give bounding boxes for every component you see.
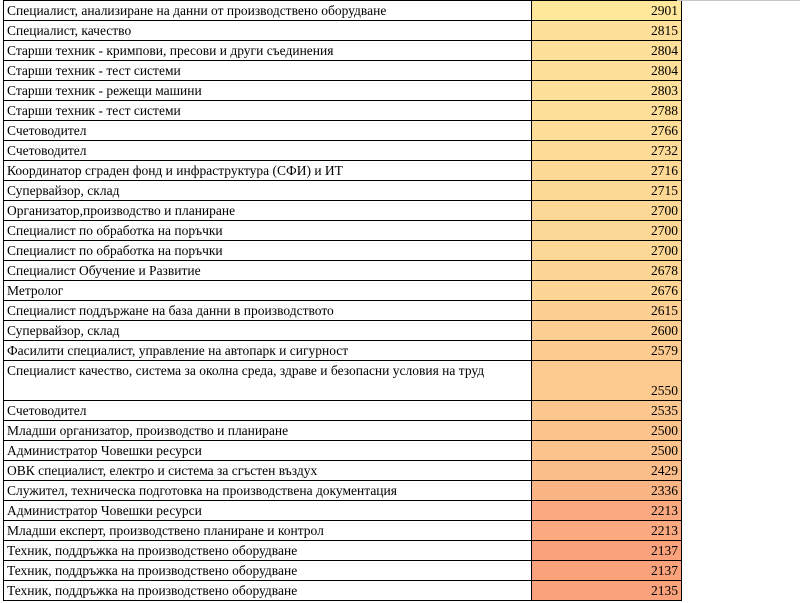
- salary-value-cell[interactable]: 2803: [532, 81, 682, 101]
- salary-value-cell[interactable]: 2535: [532, 401, 682, 421]
- table-row: [4, 141, 682, 161]
- salary-value-cell[interactable]: 2550: [532, 361, 682, 401]
- salary-value-cell[interactable]: 2336: [532, 481, 682, 501]
- table-row: [4, 161, 682, 181]
- position-name-cell[interactable]: Старши техник - тест системи: [4, 101, 532, 121]
- position-name-cell[interactable]: Счетоводител: [4, 141, 532, 161]
- position-name-cell[interactable]: Счетоводител: [4, 121, 532, 141]
- table-row: [4, 241, 682, 261]
- table-row: [4, 41, 682, 61]
- position-name-cell[interactable]: Старши техник - режещи машини: [4, 81, 532, 101]
- table-row: [4, 501, 682, 521]
- salary-value-cell[interactable]: 2135: [532, 581, 682, 601]
- position-name-cell[interactable]: Администратор Човешки ресурси: [4, 501, 532, 521]
- salary-value-cell[interactable]: 2732: [532, 141, 682, 161]
- table-row: [4, 461, 682, 481]
- position-name-cell[interactable]: Специалист по обработка на поръчки: [4, 221, 532, 241]
- table-row: [4, 121, 682, 141]
- salary-value-cell[interactable]: 2700: [532, 241, 682, 261]
- table-row: [4, 21, 682, 41]
- position-name-cell[interactable]: Специалист по обработка на поръчки: [4, 241, 532, 261]
- position-name-cell[interactable]: Фасилити специалист, управление на автопарк и сигурност: [4, 341, 532, 361]
- salary-value-cell[interactable]: 2700: [532, 201, 682, 221]
- table-row: [4, 441, 682, 461]
- salary-value-cell[interactable]: 2615: [532, 301, 682, 321]
- salary-value-cell[interactable]: 2716: [532, 161, 682, 181]
- position-name-cell[interactable]: Младши организатор, производство и планиране: [4, 421, 532, 441]
- position-name-cell[interactable]: Специалист поддържане на база данни в производството: [4, 301, 532, 321]
- salary-value-cell[interactable]: 2676: [532, 281, 682, 301]
- position-name-cell[interactable]: Супервайзор, склад: [4, 321, 532, 341]
- table-row: [4, 421, 682, 441]
- table-row: [4, 561, 682, 581]
- table-row: [4, 261, 682, 281]
- salary-value-cell[interactable]: 2500: [532, 421, 682, 441]
- salary-value-cell[interactable]: 2804: [532, 41, 682, 61]
- table-row: [4, 481, 682, 501]
- position-name-cell[interactable]: Младши експерт, производствено планиране и контрол: [4, 521, 532, 541]
- position-name-cell[interactable]: Координатор сграден фонд и инфраструктура (СФИ) и ИТ: [4, 161, 532, 181]
- salary-value-cell[interactable]: 2715: [532, 181, 682, 201]
- position-name-cell[interactable]: Техник, поддръжка на производствено оборудване: [4, 581, 532, 601]
- salary-value-cell[interactable]: 2429: [532, 461, 682, 481]
- position-name-cell[interactable]: Служител, техническа подготовка на производствена документация: [4, 481, 532, 501]
- table-row: [4, 221, 682, 241]
- table-row: [4, 181, 682, 201]
- salary-value-cell[interactable]: 2579: [532, 341, 682, 361]
- salary-value-cell[interactable]: 2600: [532, 321, 682, 341]
- salary-value-cell[interactable]: 2213: [532, 521, 682, 541]
- position-name-cell[interactable]: Специалист, качество: [4, 21, 532, 41]
- position-name-cell[interactable]: Специалист качество, система за околна среда, здраве и безопасни условия на труд: [4, 361, 532, 401]
- position-name-cell[interactable]: Метролог: [4, 281, 532, 301]
- position-name-cell[interactable]: Счетоводител: [4, 401, 532, 421]
- position-name-cell[interactable]: Техник, поддръжка на производствено оборудване: [4, 541, 532, 561]
- sheet-edge-line: [677, 0, 800, 1]
- salary-value-cell[interactable]: 2815: [532, 21, 682, 41]
- table-row: [4, 341, 682, 361]
- position-name-cell[interactable]: ОВК специалист, електро и система за сгъстен въздух: [4, 461, 532, 481]
- position-name-cell[interactable]: Специалист Обучение и Развитие: [4, 261, 532, 281]
- table-row: [4, 541, 682, 561]
- salary-value-cell[interactable]: 2901: [532, 1, 682, 21]
- salary-value-cell[interactable]: 2500: [532, 441, 682, 461]
- salary-table: [3, 0, 682, 601]
- table-row: [4, 301, 682, 321]
- table-row: [4, 521, 682, 541]
- table-row: [4, 101, 682, 121]
- salary-value-cell[interactable]: 2700: [532, 221, 682, 241]
- table-body: [4, 1, 682, 601]
- table-row: [4, 201, 682, 221]
- position-name-cell[interactable]: Организатор,производство и планиране: [4, 201, 532, 221]
- table-row: [4, 401, 682, 421]
- salary-value-cell[interactable]: 2137: [532, 561, 682, 581]
- position-name-cell[interactable]: Старши техник - тест системи: [4, 61, 532, 81]
- table-row: [4, 281, 682, 301]
- position-name-cell[interactable]: Старши техник - кримпови, пресови и други съединения: [4, 41, 532, 61]
- table-row: [4, 1, 682, 21]
- salary-value-cell[interactable]: 2766: [532, 121, 682, 141]
- table-row: [4, 361, 682, 401]
- salary-value-cell[interactable]: 2804: [532, 61, 682, 81]
- table-row: [4, 321, 682, 341]
- salary-value-cell[interactable]: 2678: [532, 261, 682, 281]
- position-name-cell[interactable]: Специалист, анализиране на данни от производствено оборудване: [4, 1, 532, 21]
- position-name-cell[interactable]: Супервайзор, склад: [4, 181, 532, 201]
- position-name-cell[interactable]: Техник, поддръжка на производствено оборудване: [4, 561, 532, 581]
- salary-value-cell[interactable]: 2788: [532, 101, 682, 121]
- table-row: [4, 81, 682, 101]
- table-row: [4, 581, 682, 601]
- salary-value-cell[interactable]: 2213: [532, 501, 682, 521]
- salary-value-cell[interactable]: 2137: [532, 541, 682, 561]
- table-row: [4, 61, 682, 81]
- position-name-cell[interactable]: Администратор Човешки ресурси: [4, 441, 532, 461]
